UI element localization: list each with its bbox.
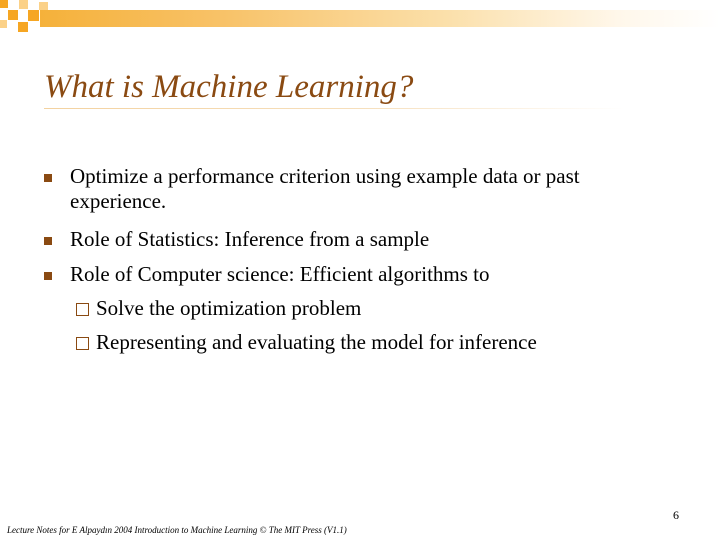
footer-citation: Lecture Notes for E Alpaydın 2004 Introduction to Machine Learning © The MIT Press (V1.1) (7, 525, 347, 535)
sub-bullet-item (76, 330, 537, 355)
filled-square-bullet-icon (44, 272, 52, 280)
slide-title: What is Machine Learning? (44, 69, 414, 105)
sub-bullet-text: Representing and evaluating the model for inference (96, 330, 537, 354)
corner-square (8, 10, 18, 20)
bullet-text: Role of Statistics: Inference from a sample (70, 227, 430, 251)
corner-square (18, 22, 28, 32)
bullet-text: Optimize a performance criterion using example data or past experience. (70, 164, 580, 214)
corner-square (19, 0, 28, 9)
bullet-text: Role of Computer science: Efficient algorithms to (70, 262, 490, 286)
top-gradient-band (40, 10, 720, 27)
sub-bullet-text: Solve the optimization problem (96, 296, 362, 320)
filled-square-bullet-icon (44, 237, 52, 245)
corner-square (28, 10, 39, 21)
page-number: 6 (673, 508, 679, 522)
corner-square (0, 0, 8, 8)
corner-square (0, 20, 7, 28)
top-decoration-bar (0, 0, 720, 34)
title-underline (44, 108, 624, 109)
hollow-square-bullet-icon (76, 337, 89, 350)
corner-square (39, 2, 48, 10)
hollow-square-bullet-icon (76, 303, 89, 316)
filled-square-bullet-icon (44, 174, 52, 182)
sub-bullet-item (76, 296, 361, 321)
